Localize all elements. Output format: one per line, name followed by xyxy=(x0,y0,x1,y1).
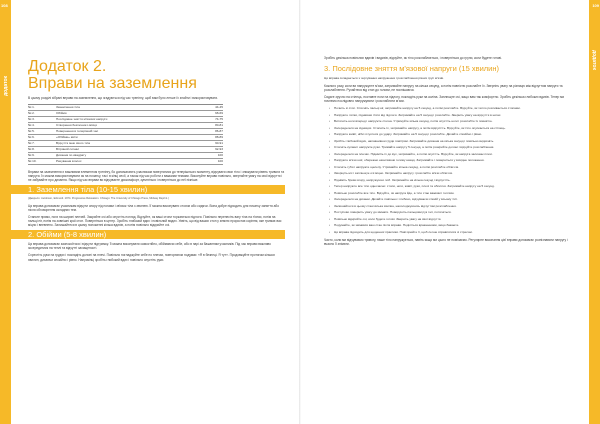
left-edge-strip xyxy=(0,0,11,424)
list-item: • Тепер напружте все тіло одночасно: стопи, ноги, живіт, руки, плечі та обличчя. Затримайте напругу на 5 секунд. xyxy=(334,184,571,188)
section-heading-hugs: 2. Обійми (5-8 хвилин) xyxy=(11,230,285,239)
section-intro: Ця вправа складається з чергування напруження і розслаблення різних груп м'язів. xyxy=(324,76,444,81)
exercise-number: № 3. xyxy=(28,117,35,122)
exercise-table xyxy=(28,104,223,165)
appendix-title-line2: Вправи на заземлення xyxy=(28,75,197,92)
list-item: • Напружте живіт, ніби готуєтеся до удару. Затримайте на 5 секунд і розслабте. Дихайте спокійно і рівно. xyxy=(334,132,571,136)
exercise-number: № 4. xyxy=(28,123,35,128)
section-paragraph: Станьте прямо, ноги на ширині плечей. Закрийте очі або опустіть погляд. Відчуйте, як ваші стопи торкаються підлоги. Повільно перенесіть вагу тіла на п'ятки, потім на пальці ніг, потім на зовнішні краї стоп. Поверніться в центр. Зробіть глибокий вдих і повільний видих. Уявіть, що від ваших стоп у землю проростає коріння, яке тримає вас міцно і впевнено. Залишайтеся в цьому положенні кілька вдихів, а потім повільно відкрийте очі. xyxy=(28,214,282,228)
list-item: • Напружте м'язи шиї, обережно нахиливши голову назад. Затримайте і поверніться у вихідне положення. xyxy=(334,158,571,162)
exercise-pages: 88-89 xyxy=(215,135,223,140)
section-heading-muscle-tension: 3. Послідовне зняття м'язової напруги (15 хвилин) xyxy=(324,64,499,74)
section-paragraph: Ця вправа допомагає заспокоїтися і відчути підтримку. Її можна виконувати самостійно, обіймаючи себе, або в парі за бажанням учасників. Під час вправи важливо зосередитися на теплі та відчутті захищеності. xyxy=(28,242,271,251)
continuation-paragraph: Зробіть декілька повільних вдихів і видихів, відчуйте, як тіло розслабляється, і поверніться до групи, коли будете готові. xyxy=(324,56,502,60)
section-paragraph: Ця вправа допомагає учасникам відчути опору під ногами і зв'язок тіла з землею. Її можна виконувати стоячи або сидячи. Вона добре підходить для початку заняття або після обговорення складних тем. xyxy=(28,203,279,212)
list-item: • Зморщіть ніс і заплющте очі міцно. Затримайте напругу і розслабте м'язи обличчя. xyxy=(334,171,571,175)
exercise-number: № 7. xyxy=(28,141,35,146)
list-item: • Стисніть кулаки і напружте руки. Тримайте напругу 5 секунд, а потім розкрийте долоні і відчуйте розслаблення. xyxy=(334,145,571,149)
exercise-pages: 86-87 xyxy=(215,129,223,134)
appendix-intro: В цьому розділі зібрані вправи на заземлення, що згадуються під час тренінгу, щоб вам було легше їх знайти і використовувати. xyxy=(28,96,218,100)
right-edge-strip xyxy=(589,0,600,424)
list-item: • Поступово поверніть увагу до кімнати. Поворушіть пальцями рук і ніг, потягніться. xyxy=(334,210,571,214)
exercise-number: № 9. xyxy=(28,153,35,158)
exercise-number: № 6. xyxy=(28,135,35,140)
section-paragraph: Сядьте зручно на стілець, поставте ноги на підлогу, покладіть руки на коліна. Заплющте очі, якщо вам так комфортно. Зробіть декілька глибоких вдихів. Тепер ми почнемо послідовно напружувати і розслабляти м'язи. xyxy=(324,95,565,104)
list-item: • Зробіть глибокий вдих, наповнивши груди повітрям. Затримайте дихання на кілька секунд і повільно видихніть. xyxy=(334,139,571,143)
list-item: • Зосередьтеся на диханні. Дихайте повільно і глибоко, відчуваючи спокій у всьому тілі. xyxy=(334,197,571,201)
left-page xyxy=(11,0,299,424)
exercise-pages: 74-75 xyxy=(215,117,223,122)
list-item: • Підніміть брови вгору, напружуючи лоб. Затримайте на кілька секунд і відпустіть. xyxy=(334,178,571,182)
exercise-title: «Обійми» квіти xyxy=(56,135,78,140)
exercise-number: № 8. xyxy=(28,147,35,152)
appendix-title-line1: Додаток 2. xyxy=(28,58,107,75)
list-item: • Зосередьтеся на плечах. Підніміть їх до вух, затримайте, а потім опустіть. Відчуйте, як напруга залишає плечі. xyxy=(334,152,571,156)
page-number-right: 109 xyxy=(592,3,599,8)
list-item: • Почніть зі стоп. Стисніть пальці ніг, затримайте напругу на 5 секунд, а потім розслабте. Відчуйте, як тепло розливається стопами. xyxy=(334,106,571,110)
side-label-right: додаток xyxy=(591,49,597,70)
section-paragraph: Кожного разу, коли ви напружуєте м'язи, затримайте напругу на кілька секунд, а потім повністю розслабте їх. Зверніть увагу на різницю між відчуттям напруги та розслаблення. Рухайтеся від стоп до голови, не поспішаючи. xyxy=(324,84,563,93)
exercise-number: № 1. xyxy=(28,105,35,110)
list-item: • Ця вправа підходить для щоденної практики. Повторюйте її, щоб легше справлятися зі стресом. xyxy=(334,230,571,234)
exercise-title: Рахування вголос xyxy=(56,159,82,164)
exercise-number: № 10. xyxy=(28,159,37,164)
exercise-pages: 100 xyxy=(217,153,223,158)
exercise-title: Вітряний сигнал xyxy=(56,147,80,152)
appendix-title xyxy=(28,58,285,92)
right-page xyxy=(301,0,589,424)
side-label-left: додаток xyxy=(3,75,9,96)
list-item: • Напружте литки, піднявши п'яти від підлоги. Затримайте на 5 секунд і розслабте. Зверніть увагу на відчуття в ногах. xyxy=(334,113,571,117)
exercise-pages: 90-91 xyxy=(215,141,223,146)
exercise-title: Заземлення тіла xyxy=(56,105,80,110)
page-number-left: 108 xyxy=(1,3,8,8)
exercise-steps-list xyxy=(324,106,571,233)
exercise-pages: 44-45 xyxy=(215,105,223,110)
exercise-title: Послідовне зняття м'язової напруги xyxy=(56,117,108,122)
list-item: • Подумайте, як змінився ваш стан після вправи. Поділіться враженнями, якщо бажаєте. xyxy=(334,223,571,227)
exercise-pages: 80-81 xyxy=(215,123,223,128)
list-item: • Повільно розслабте все тіло. Відчуйте, як напруга йде, а тіло стає важким і теплим. xyxy=(334,191,571,195)
section-paragraph: Схрестіть руки на грудях і покладіть долоні на плечі. Повільно погладжуйте себе по плечах, повторюючи подумки: «Я в безпеці. Я тут». Продовжуйте протягом кількох хвилин, дихаючи спокійно і рівно. Наприкінці зробіть глибокий вдих і повільно опустіть руки. xyxy=(28,253,276,262)
list-item: • Стисніть губи і напружте щелепу. Утримайте кілька секунд, а потім розслабте обличчя. xyxy=(334,165,571,169)
exercise-pages: 68-69 xyxy=(215,111,223,116)
list-item: • Залишайтеся в цьому стані кілька хвилин, насолоджуючись відчуттям розслаблення. xyxy=(334,204,571,208)
exercise-title: Дихання по квадрату xyxy=(56,153,87,158)
table-row xyxy=(28,159,223,165)
list-item: • Витягніть ноги вперед і напружте стегна. Утримуйте кілька секунд, потім опустіть ноги і розслабте їх повністю. xyxy=(334,119,571,123)
exercise-title: Створення безпечного місця xyxy=(56,123,97,128)
appendix-description: Вправи на заземлення є важливим елементом тренінгу, бо допомагають учасникам повертатися до теперішнього моменту, відчувати своє тіло і знижувати рівень тривоги та напруги. Їх можна використовувати як на початку, так і в кінці сесії, а також під час роботи з важкими темами. Виконуйте вправи повільно, звертайте увагу на свої відчуття і не забувайте про дихання. Якщо під час вправи ви відчуваєте дискомфорт, зупиніться і поверніться до неї пізніше. xyxy=(28,170,285,183)
exercise-number: № 5. xyxy=(28,129,35,134)
exercise-title: Відчуття меж свого тіла xyxy=(56,141,90,146)
exercise-number: № 2. xyxy=(28,111,35,116)
section-heading-body-grounding: 1. Заземлення тіла (10-15 хвилин) xyxy=(11,185,285,194)
closing-paragraph: Часто, коли ми відчуваємо тривогу, наше тіло напружується, навіть якщо ми цього не помічаємо. Регулярне виконання цієї вправи допомагає розпізнавати напругу і вчасно її знімати. xyxy=(324,237,568,246)
list-item: • Повільно відкрийте очі, коли будете готові. Зверніть увагу на свої відчуття. xyxy=(334,217,571,221)
exercise-title: Повернення в теперішній час xyxy=(56,129,99,134)
list-item: • Зосередьтеся на сідницях. Стисніть їх, затримайте напругу, а потім відпустіть. Відчуйте, як тіло опускається на стілець. xyxy=(334,126,571,130)
exercise-title: Обійми xyxy=(56,111,67,116)
exercise-pages: 92-93 xyxy=(215,147,223,152)
exercise-pages: 100 xyxy=(217,159,223,164)
section-citation: (Джерело: Jacobson, Edmund. 1974. Progressive Relaxation. Chicago: The University of Chicago Press, Midway Reprint.) xyxy=(28,197,169,201)
